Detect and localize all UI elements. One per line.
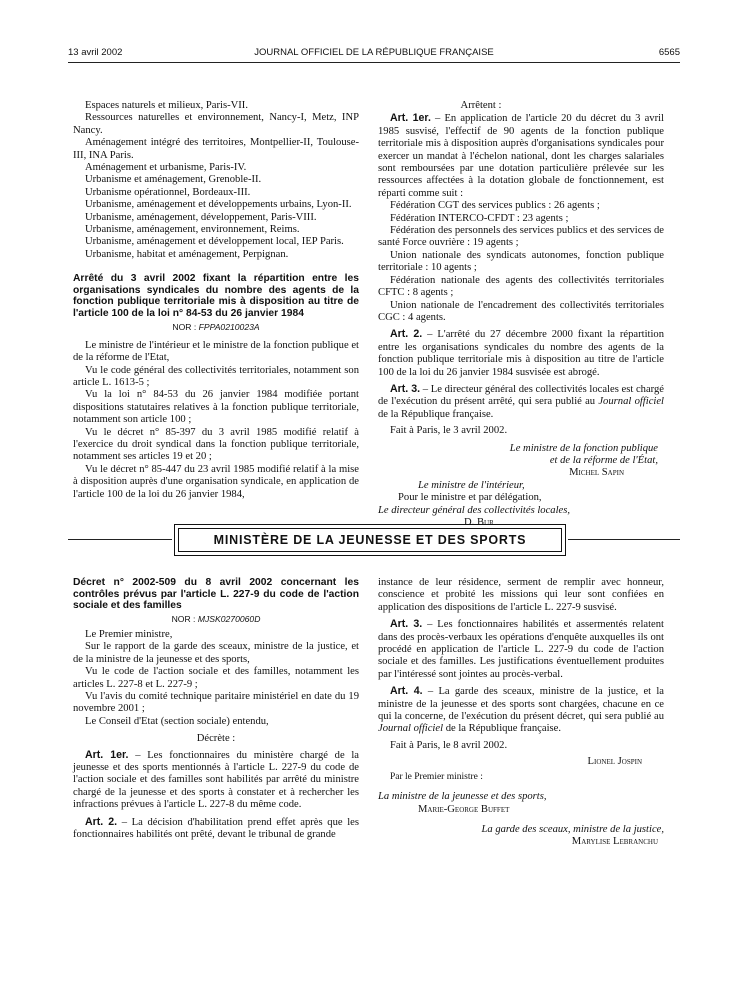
signatory-title: et de la réforme de l'État, (549, 454, 658, 466)
article-text: – Les fonctionnaires du ministère chargé de la jeunesse et des sports mentionnés à l'article L. 227-9 du code de l'action sociale et des familles sont habilités par arrêté du ministre chargé de la jeunesse et des sports à constater et à rechercher les infractions prévues à l'article L. 227-8 du même code. (73, 749, 359, 811)
list-item: Urbanisme et aménagement, Grenoble-II. (85, 174, 262, 186)
decret-article-4 (378, 685, 664, 736)
decret-nor (73, 613, 359, 625)
list-item: Aménagement intégré des territoires, Montpellier-II, Toulouse-III, INA Paris. (73, 137, 359, 161)
decret-fait: Fait à Paris, le 8 avril 2002. (390, 739, 508, 751)
signatory-title: Le ministre de l'intérieur, (418, 479, 525, 491)
delegation-text: Par le Premier ministre : (390, 771, 483, 782)
signatory-name: Marylise Lebranchu (571, 836, 658, 848)
repartition-item: Fédération des personnels des services publics et des services de santé Force ouvrière : 19 agents ; (378, 225, 664, 249)
decret-intro: Le Premier ministre, (85, 628, 173, 640)
arrete-article-1 (378, 112, 664, 200)
nor-label: NOR : (171, 613, 196, 624)
repartition-item: Fédération INTERCO-CFDT : 23 agents ; (390, 212, 569, 224)
ministry-banner (174, 524, 566, 556)
list-item: Ressources naturelles et environnement, Nancy-I, Metz, INP Nancy. (73, 112, 359, 136)
article-label: Art. 1er. (85, 748, 129, 761)
decret-conseil: Le Conseil d'Etat (section sociale) entendu, (85, 715, 269, 727)
list-item: Urbanisme, aménagement, environnement, Reims. (85, 224, 300, 236)
right-column-bottom (378, 577, 664, 849)
arrete-nor (73, 321, 359, 333)
decret-article-2-continued: instance de leur résidence, serment de remplir avec honneur, conscience et probité les missions qui leur sont confiées en application des dispositions de l'article L. 227-9 susvisé. (378, 577, 664, 613)
header-journal-title: JOURNAL OFFICIEL DE LA RÉPUBLIQUE FRANÇAISE (254, 47, 494, 58)
article-text: – Le directeur général des collectivités locales est chargé de l'exécution du présent arrêté, qui sera publié au (378, 383, 664, 408)
arrete-vu: Vu le décret n° 85-447 du 23 avril 1985 modifié relatif à la mise à disposition auprès d'une organisation syndicale, en application de l'article 100 de la loi du 26 janvier 1984, (73, 463, 359, 500)
decret-vu: Vu le code de l'action sociale et des familles, notamment les articles L. 227-8 et L. 227-9 ; (73, 666, 359, 690)
arrete-signatures (378, 443, 664, 530)
article-text: – Les fonctionnaires habilités et assermentés relatent dans des procès-verbaux les opérations d'enquête auxquelles ils ont procédé en application de l'article L. 227-9 du code de l'action sociale et des familles. Les justifications éventuellement produites par l'intéressé sont jointes au procès-verbal. (378, 619, 664, 680)
article-text: – L'arrêté du 27 décembre 2000 fixant la répartition entre les organisations syndicales du nombre des agents de la fonction publique territoriale mis à disposition au titre de l'article 100 de la loi du 26 janvier 1984 susvisée est abrogé. (378, 329, 664, 378)
journal-officiel-ref: Journal officiel (598, 396, 664, 408)
signatory-title: La garde des sceaux, ministre de la justice, (481, 823, 664, 835)
signatory-title: La ministre de la jeunesse et des sports, (378, 791, 547, 803)
nor-value: FPPA0210023A (198, 322, 260, 333)
arrete-title: Arrêté du 3 avril 2002 fixant la répartition entre les organisations syndicales du nombre des agents de la fonction publique territoriale mis à disposition au titre de l'article 100 de la loi n° 84-53 du 26 janvier 1984 (73, 273, 359, 319)
header-date: 13 avril 2002 (68, 47, 123, 58)
arrete-intro: Le ministre de l'intérieur et le ministre de la fonction publique et de la réforme de l'Etat, (73, 339, 359, 364)
repartition-item: Union nationale des syndicats autonomes, fonction publique territoriale : 10 agents ; (378, 249, 664, 274)
list-item: Espaces naturels et milieux, Paris-VII. (85, 100, 248, 111)
article-label: Art. 3. (390, 618, 423, 631)
decret-rapport: Sur le rapport de la garde des sceaux, ministre de la justice, et de la ministre de la jeunesse et des sports, (73, 641, 359, 665)
article-label: Art. 2. (390, 328, 423, 341)
signatory-name: D. Bur (464, 517, 494, 528)
list-item: Aménagement et urbanisme, Paris-IV. (85, 162, 247, 174)
article-text: – La garde des sceaux, ministre de la justice, et la ministre de la jeunesse et des sports sont chargées, chacune en ce qui la concerne, de l'exécution du présent décret, qui sera publié au (378, 686, 665, 723)
arrete-vu: Vu la loi n° 84-53 du 26 janvier 1984 modifiée portant dispositions statutaires relatives à la fonction publique territoriale, notamment son article 100 ; (73, 389, 359, 426)
nor-value: MJSK0270060D (197, 613, 261, 624)
banner-rule-left (68, 539, 172, 540)
arrete-fait: Fait à Paris, le 3 avril 2002. (390, 425, 508, 437)
arrete-article-3 (378, 383, 664, 421)
header-rule (68, 62, 680, 63)
left-column-bottom (73, 577, 359, 841)
decret-title: Décret n° 2002-509 du 8 avril 2002 concernant les contrôles prévus par l'article L. 227-9 du code de l'action sociale et des familles (73, 577, 359, 611)
list-item: Urbanisme, habitat et aménagement, Perpignan. (85, 248, 289, 260)
left-column-top (73, 100, 359, 501)
journal-officiel-ref: Journal officiel (378, 723, 444, 735)
list-item: Urbanisme, aménagement et développement local, IEP Paris. (85, 236, 344, 248)
decret-article-2 (73, 816, 359, 842)
diploma-list (73, 100, 359, 261)
signatory-title: Le ministre de la fonction publique (509, 442, 658, 454)
article-text: – La décision d'habilitation prend effet après que les fonctionnaires habilités ont prêté, devant le tribunal de grande (73, 816, 359, 840)
list-item: Urbanisme, aménagement et développements urbains, Lyon-II. (85, 199, 352, 211)
decrete: Décrète : (196, 733, 236, 745)
article-label: Art. 3. (390, 382, 421, 395)
delegation-text: Pour le ministre et par délégation, (398, 492, 542, 504)
decret-article-3 (378, 618, 664, 681)
repartition-item: Fédération CGT des services publics : 26 agents ; (390, 200, 600, 212)
repartition-item: Union nationale de l'encadrement des collectivités territoriales CGC : 4 agents. (378, 299, 664, 323)
ministry-banner-title: MINISTÈRE DE LA JEUNESSE ET DES SPORTS (178, 528, 562, 552)
repartition-item: Fédération nationale des agents des collectivités territoriales CFTC : 8 agents ; (378, 274, 664, 299)
arretent: Arrêtent : (460, 100, 502, 111)
arrete-vu: Vu le code général des collectivités territoriales, notamment son article L. 1613-5 ; (73, 364, 359, 388)
article-text: – En application de l'article 20 du décret du 3 avril 1985 susvisé, l'effectif de 90 agents de la fonction publique territoriale mis à disposition auprès d'organisations syndicales pour exercer un mandat à l'échelon national, dont les charges salariales sont remboursées par une dotation particulière prélevée sur les ressources affectées à la dotation globale de fonctionnement, est réparti comme suit : (378, 113, 665, 199)
signatory-title: Le directeur général des collectivités locales, (378, 504, 571, 516)
right-column-top (378, 100, 664, 529)
signatory-name: Lionel Jospin (587, 756, 642, 768)
article-text: de la République française. (378, 408, 494, 420)
decret-vu: Vu l'avis du comité technique paritaire ministériel en date du 19 novembre 2001 ; (73, 690, 359, 715)
decret-signatures (378, 756, 664, 848)
arrete-vu: Vu le décret n° 85-397 du 3 avril 1985 modifié relatif à l'exercice du droit syndical dans la fonction publique territoriale, notamment ses articles 19 et 20 ; (73, 426, 359, 463)
list-item: Urbanisme opérationnel, Bordeaux-III. (85, 186, 251, 198)
decret-article-1 (73, 749, 359, 812)
header-page-number: 6565 (658, 47, 680, 58)
list-item: Urbanisme, aménagement, développement, Paris-VIII. (85, 211, 317, 223)
arrete-article-2 (378, 328, 664, 379)
banner-rule-right (568, 539, 680, 540)
article-label: Art. 4. (390, 685, 423, 698)
signatory-name: Marie-George Buffet (418, 803, 510, 815)
article-label: Art. 1er. (390, 112, 431, 125)
article-text: de la République française. (445, 723, 561, 735)
article-label: Art. 2. (85, 815, 118, 828)
signatory-name: Michel Sapin (569, 467, 624, 479)
nor-label: NOR : (172, 322, 197, 333)
